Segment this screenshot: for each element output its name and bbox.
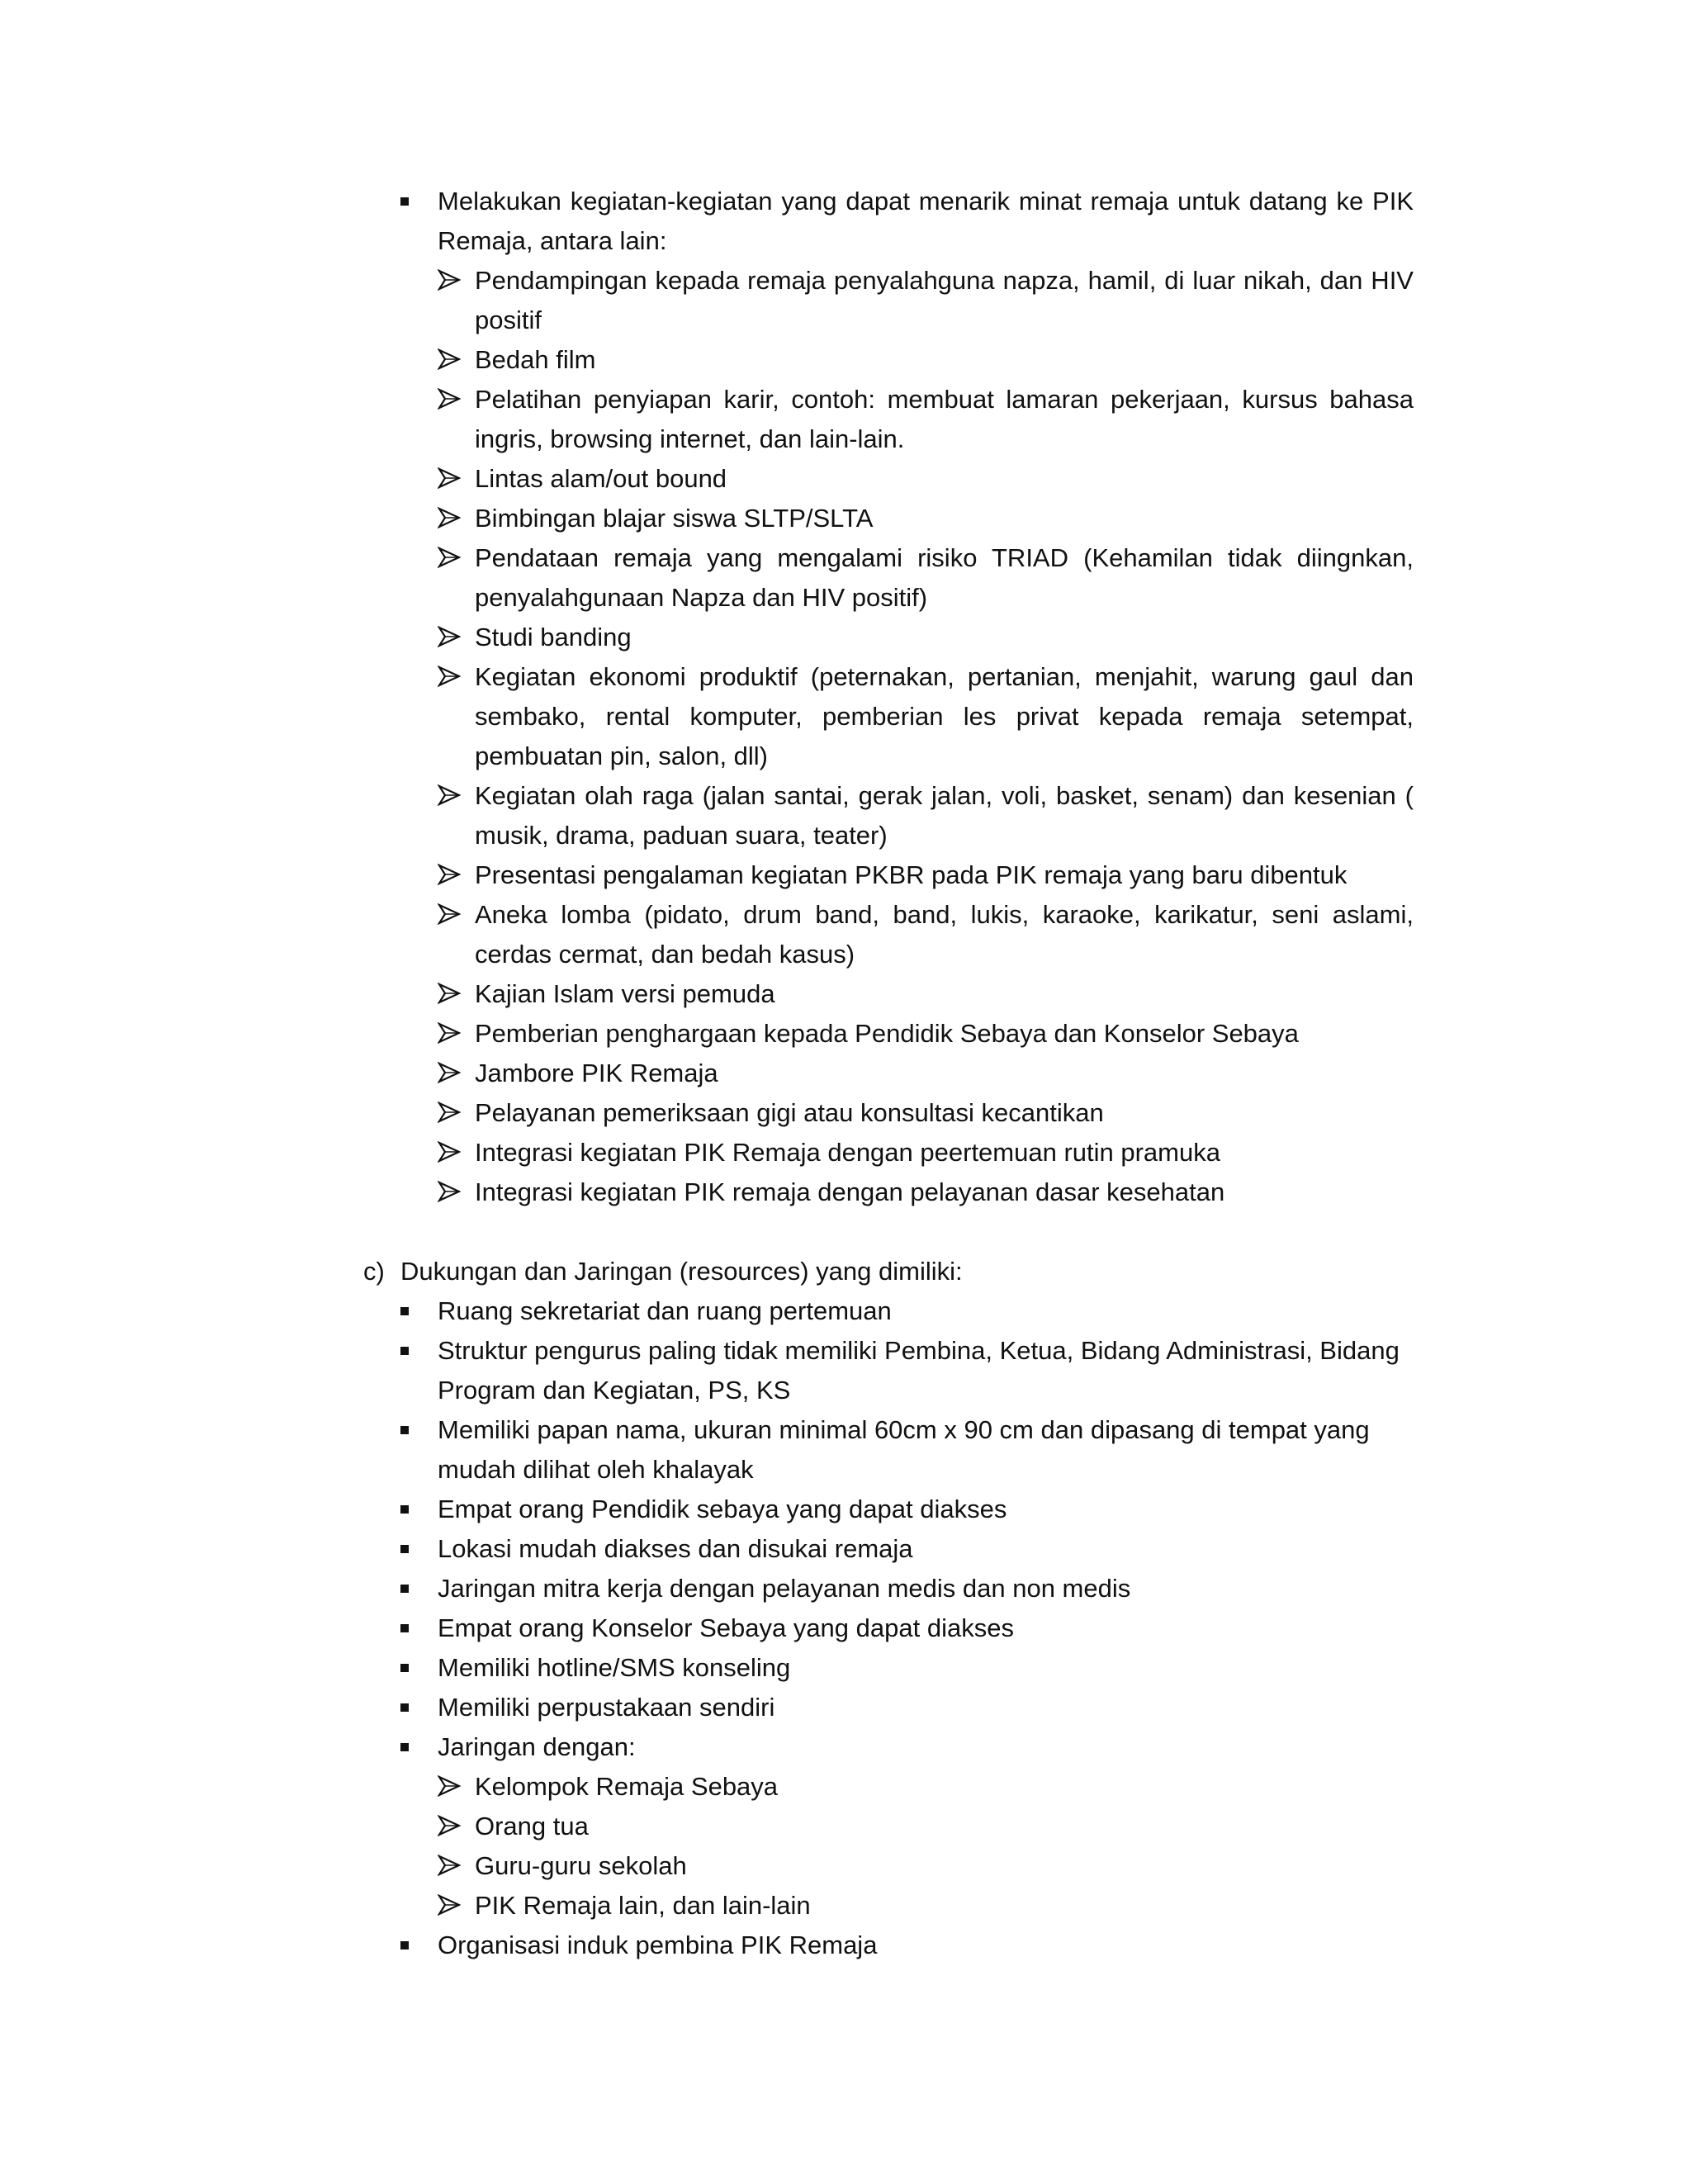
list-item — [363, 1331, 1414, 1410]
list-item — [363, 776, 1414, 855]
list-item — [363, 1807, 1414, 1846]
activity-item: Bimbingan blajar siswa SLTP/SLTA — [475, 504, 874, 533]
square-bullet-icon — [400, 1569, 409, 1608]
activity-item: Aneka lomba (pidato, drum band, band, lukis, karaoke, karikatur, seni aslami, cerdas cermat, dan bedah kasus) — [475, 900, 1414, 969]
activity-item: Kegiatan olah raga (jalan santai, gerak jalan, voli, basket, senam) dan kesenian ( musik, drama, paduan suara, teater) — [475, 781, 1414, 850]
arrow-bullet-icon — [438, 1173, 461, 1212]
resource-item: Empat orang Pendidik sebaya yang dapat diakses — [438, 1495, 1007, 1523]
list-item — [363, 1529, 1414, 1569]
activity-item: Integrasi kegiatan PIK Remaja dengan peertemuan rutin pramuka — [475, 1138, 1220, 1167]
arrow-bullet-icon — [438, 538, 461, 578]
network-item: Orang tua — [475, 1812, 589, 1841]
resource-item: Ruang sekretariat dan ruang pertemuan — [438, 1296, 892, 1325]
square-bullet-icon — [400, 1490, 409, 1529]
list-item — [363, 182, 1414, 261]
activity-item: Pendataan remaja yang mengalami risiko TRIAD (Kehamilan tidak diingnkan, penyalahgunaan Napza dan HIV positif) — [475, 543, 1414, 612]
resource-item: Lokasi mudah diakses dan disukai remaja — [438, 1534, 913, 1563]
arrow-bullet-icon — [438, 1133, 461, 1173]
arrow-bullet-icon — [438, 1886, 461, 1926]
list-item — [363, 1688, 1414, 1727]
arrow-bullet-icon — [438, 499, 461, 538]
square-bullet-icon — [400, 1410, 409, 1450]
section-marker: c) — [363, 1257, 385, 1286]
arrow-bullet-icon — [438, 974, 461, 1014]
resource-item: Memiliki hotline/SMS konseling — [438, 1653, 791, 1682]
activity-item: Pelayanan pemeriksaan gigi atau konsultasi kecantikan — [475, 1098, 1104, 1127]
square-bullet-icon — [400, 1331, 409, 1371]
list-item — [363, 340, 1414, 380]
list-item — [363, 1846, 1414, 1886]
network-item: Kelompok Remaja Sebaya — [475, 1772, 779, 1801]
square-bullet-icon — [400, 1291, 409, 1331]
arrow-bullet-icon — [438, 380, 461, 419]
list-item — [363, 1767, 1414, 1807]
network-item: PIK Remaja lain, dan lain-lain — [475, 1891, 811, 1920]
resource-item: Struktur pengurus paling tidak memiliki Pembina, Ketua, Bidang Administrasi, Bidang Program dan Kegiatan, PS, KS — [438, 1336, 1400, 1405]
activity-item: Bedah film — [475, 345, 596, 374]
list-item — [363, 618, 1414, 657]
arrow-bullet-icon — [438, 776, 461, 816]
list-item — [363, 459, 1414, 499]
arrow-bullet-icon — [438, 855, 461, 895]
section-title: Dukungan dan Jaringan (resources) yang dimiliki: — [400, 1257, 963, 1286]
activity-item: Pelatihan penyiapan karir, contoh: membuat lamaran pekerjaan, kursus bahasa ingris, browsing internet, dan lain-lain. — [475, 385, 1414, 453]
activity-item: Jambore PIK Remaja — [475, 1059, 718, 1087]
activity-item: Lintas alam/out bound — [475, 464, 727, 493]
list-item — [363, 1014, 1414, 1054]
arrow-bullet-icon — [438, 340, 461, 380]
resource-item: Memiliki papan nama, ukuran minimal 60cm x 90 cm dan dipasang di tempat yang mudah dilihat oleh khalayak — [438, 1415, 1370, 1484]
arrow-bullet-icon — [438, 657, 461, 697]
resource-item: Jaringan dengan: — [438, 1732, 636, 1761]
resource-item: Jaringan mitra kerja dengan pelayanan medis dan non medis — [438, 1574, 1131, 1603]
list-item — [363, 1648, 1414, 1688]
document-content — [363, 182, 1414, 1965]
square-bullet-icon — [400, 1727, 409, 1767]
arrow-bullet-icon — [438, 459, 461, 499]
activity-item: Presentasi pengalaman kegiatan PKBR pada PIK remaja yang baru dibentuk — [475, 860, 1348, 889]
list-item — [363, 1093, 1414, 1133]
list-item — [363, 657, 1414, 776]
resource-item: Memiliki perpustakaan sendiri — [438, 1693, 775, 1722]
activity-item: Kegiatan ekonomi produktif (peternakan, pertanian, menjahit, warung gaul dan sembako, rental komputer, pemberian les privat kepada remaja setempat, pembuatan pin, salon, dll) — [475, 662, 1414, 770]
list-item — [363, 1410, 1414, 1490]
list-item — [363, 1490, 1414, 1529]
list-item — [363, 1173, 1414, 1212]
activity-item: Pemberian penghargaan kepada Pendidik Sebaya dan Konselor Sebaya — [475, 1019, 1299, 1048]
square-bullet-icon — [400, 1688, 409, 1727]
network-item: Guru-guru sekolah — [475, 1851, 687, 1880]
square-bullet-icon — [400, 1608, 409, 1648]
resource-item: Empat orang Konselor Sebaya yang dapat diakses — [438, 1613, 1014, 1642]
list-item — [363, 1133, 1414, 1173]
arrow-bullet-icon — [438, 1846, 461, 1886]
list-item — [363, 1886, 1414, 1926]
arrow-bullet-icon — [438, 895, 461, 935]
square-bullet-icon — [400, 1926, 409, 1965]
list-item — [363, 261, 1414, 340]
list-item — [363, 1727, 1414, 1767]
activity-item: Integrasi kegiatan PIK remaja dengan pelayanan dasar kesehatan — [475, 1177, 1225, 1206]
activities-list — [363, 261, 1414, 1212]
activity-item: Studi banding — [475, 623, 632, 651]
activity-item: Kajian Islam versi pemuda — [475, 979, 775, 1008]
arrow-bullet-icon — [438, 261, 461, 301]
section-heading — [363, 1252, 1414, 1291]
arrow-bullet-icon — [438, 1807, 461, 1846]
list-item — [363, 538, 1414, 618]
arrow-bullet-icon — [438, 1054, 461, 1093]
arrow-bullet-icon — [438, 1767, 461, 1807]
list-item — [363, 1054, 1414, 1093]
list-item — [363, 1569, 1414, 1608]
arrow-bullet-icon — [438, 1093, 461, 1133]
activity-item: Pendampingan kepada remaja penyalahguna napza, hamil, di luar nikah, dan HIV positif — [475, 266, 1414, 334]
activities-intro: Melakukan kegiatan-kegiatan yang dapat menarik minat remaja untuk datang ke PIK Remaja, antara lain: — [438, 187, 1414, 255]
list-item — [363, 855, 1414, 895]
arrow-bullet-icon — [438, 618, 461, 657]
list-item — [363, 499, 1414, 538]
square-bullet-icon — [400, 182, 409, 221]
list-item — [363, 380, 1414, 459]
list-item — [363, 895, 1414, 974]
list-item — [363, 1926, 1414, 1965]
list-item — [363, 1291, 1414, 1331]
square-bullet-icon — [400, 1529, 409, 1569]
square-bullet-icon — [400, 1648, 409, 1688]
resource-item: Organisasi induk pembina PIK Remaja — [438, 1931, 878, 1959]
list-item — [363, 974, 1414, 1014]
list-item — [363, 1608, 1414, 1648]
section-spacer — [363, 1212, 1414, 1252]
arrow-bullet-icon — [438, 1014, 461, 1054]
